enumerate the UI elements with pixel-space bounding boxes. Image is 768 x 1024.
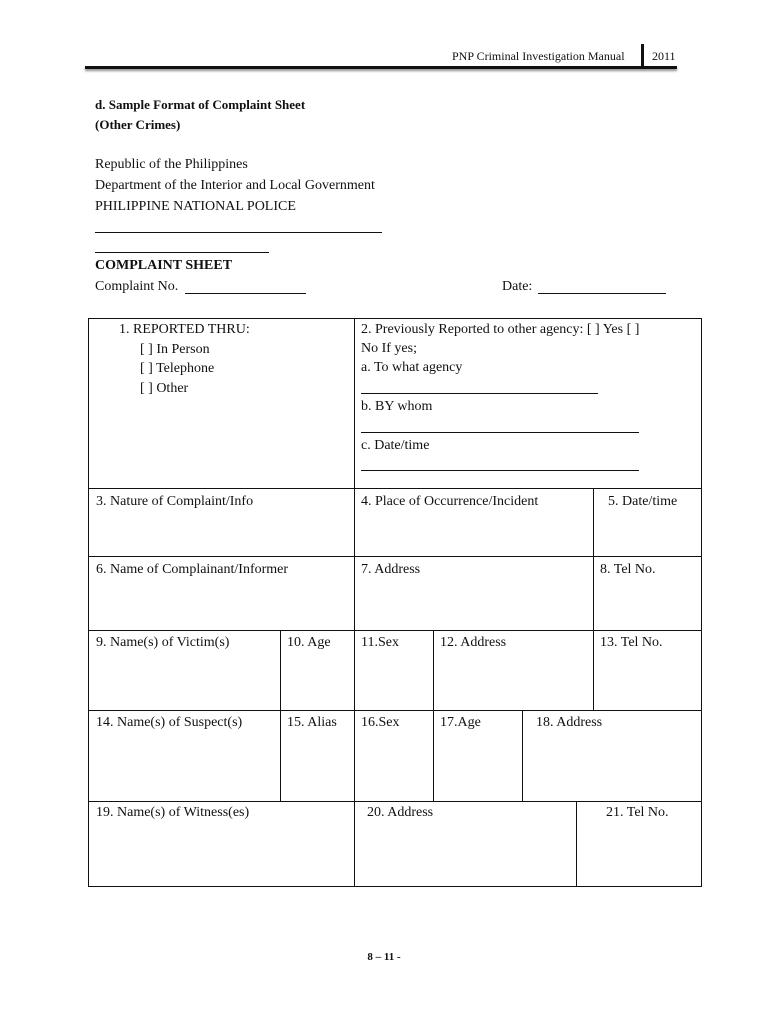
manual-title: PNP Criminal Investigation Manual xyxy=(452,49,625,63)
option-telephone[interactable]: [ ] Telephone xyxy=(140,361,215,376)
column-divider xyxy=(354,319,355,886)
datetime-field[interactable] xyxy=(361,470,639,471)
office-blank-line-2 xyxy=(95,252,269,253)
datetime-label: c. Date/time xyxy=(361,438,430,453)
row-divider xyxy=(89,488,701,489)
complainant-tel-label: 8. Tel No. xyxy=(600,562,656,577)
page-number: 8 – 11 - xyxy=(367,951,401,963)
by-whom-label: b. BY whom xyxy=(361,399,433,414)
republic-line: Republic of the Philippines xyxy=(95,157,248,172)
column-divider xyxy=(593,488,594,630)
witness-tel-label: 21. Tel No. xyxy=(606,805,669,820)
row-divider xyxy=(89,556,701,557)
section-title xyxy=(95,95,305,135)
agency-field[interactable] xyxy=(361,393,598,394)
previously-reported-line1: 2. Previously Reported to other agency: [ ] Yes [ ] xyxy=(361,322,640,337)
section-title-line2: (Other Crimes) xyxy=(95,117,181,132)
office-blank-line-1 xyxy=(95,232,382,233)
department-line: Department of the Interior and Local Government xyxy=(95,178,375,193)
suspect-names-label: 14. Name(s) of Suspect(s) xyxy=(96,715,243,730)
victim-address-label: 12. Address xyxy=(440,635,507,650)
header-rule xyxy=(85,66,677,69)
suspect-alias-label: 15. Alias xyxy=(287,715,337,730)
row-divider xyxy=(89,630,701,631)
column-divider xyxy=(280,630,281,801)
date-field[interactable] xyxy=(538,293,666,294)
option-in-person[interactable]: [ ] In Person xyxy=(140,341,210,357)
victim-age-label: 10. Age xyxy=(287,635,331,650)
victim-sex-label: 11.Sex xyxy=(361,635,399,650)
by-whom-field[interactable] xyxy=(361,432,639,433)
row-divider xyxy=(89,801,701,802)
suspect-age-label: 17.Age xyxy=(440,715,481,730)
row-divider xyxy=(89,710,701,711)
column-divider xyxy=(522,710,523,801)
victim-names-label: 9. Name(s) of Victim(s) xyxy=(96,635,230,650)
complaint-no-field[interactable] xyxy=(185,293,306,294)
complainant-address-label: 7. Address xyxy=(361,562,421,577)
witness-names-label: 19. Name(s) of Witness(es) xyxy=(96,805,250,820)
pnp-line: PHILIPPINE NATIONAL POLICE xyxy=(95,199,296,214)
witness-address-label: 20. Address xyxy=(367,805,434,820)
manual-year: 2011 xyxy=(652,49,676,63)
victim-tel-label: 13. Tel No. xyxy=(600,635,663,650)
column-divider xyxy=(433,630,434,801)
complaint-sheet-title: COMPLAINT SHEET xyxy=(95,258,233,273)
date-label: Date: xyxy=(502,279,533,294)
column-divider xyxy=(576,801,577,886)
complaint-no-label: Complaint No. xyxy=(95,279,179,294)
nature-of-complaint-label: 3. Nature of Complaint/Info xyxy=(96,494,254,509)
section-title-line1: d. Sample Format of Complaint Sheet xyxy=(95,97,306,112)
complainant-name-label: 6. Name of Complainant/Informer xyxy=(96,562,289,577)
place-of-occurrence-label: 4. Place of Occurrence/Incident xyxy=(361,494,539,509)
previously-reported-line2: No If yes; xyxy=(361,341,417,356)
reported-thru-section xyxy=(119,320,250,398)
option-other[interactable]: [ ] Other xyxy=(140,380,189,396)
suspect-address-label: 18. Address xyxy=(536,715,603,730)
incident-datetime-label: 5. Date/time xyxy=(608,494,678,509)
reported-thru-title: 1. REPORTED THRU: xyxy=(119,322,250,337)
government-heading xyxy=(95,154,375,217)
agency-label: a. To what agency xyxy=(361,360,463,375)
suspect-sex-label: 16.Sex xyxy=(361,715,400,730)
complaint-form-table xyxy=(88,318,702,887)
column-divider xyxy=(593,630,594,710)
